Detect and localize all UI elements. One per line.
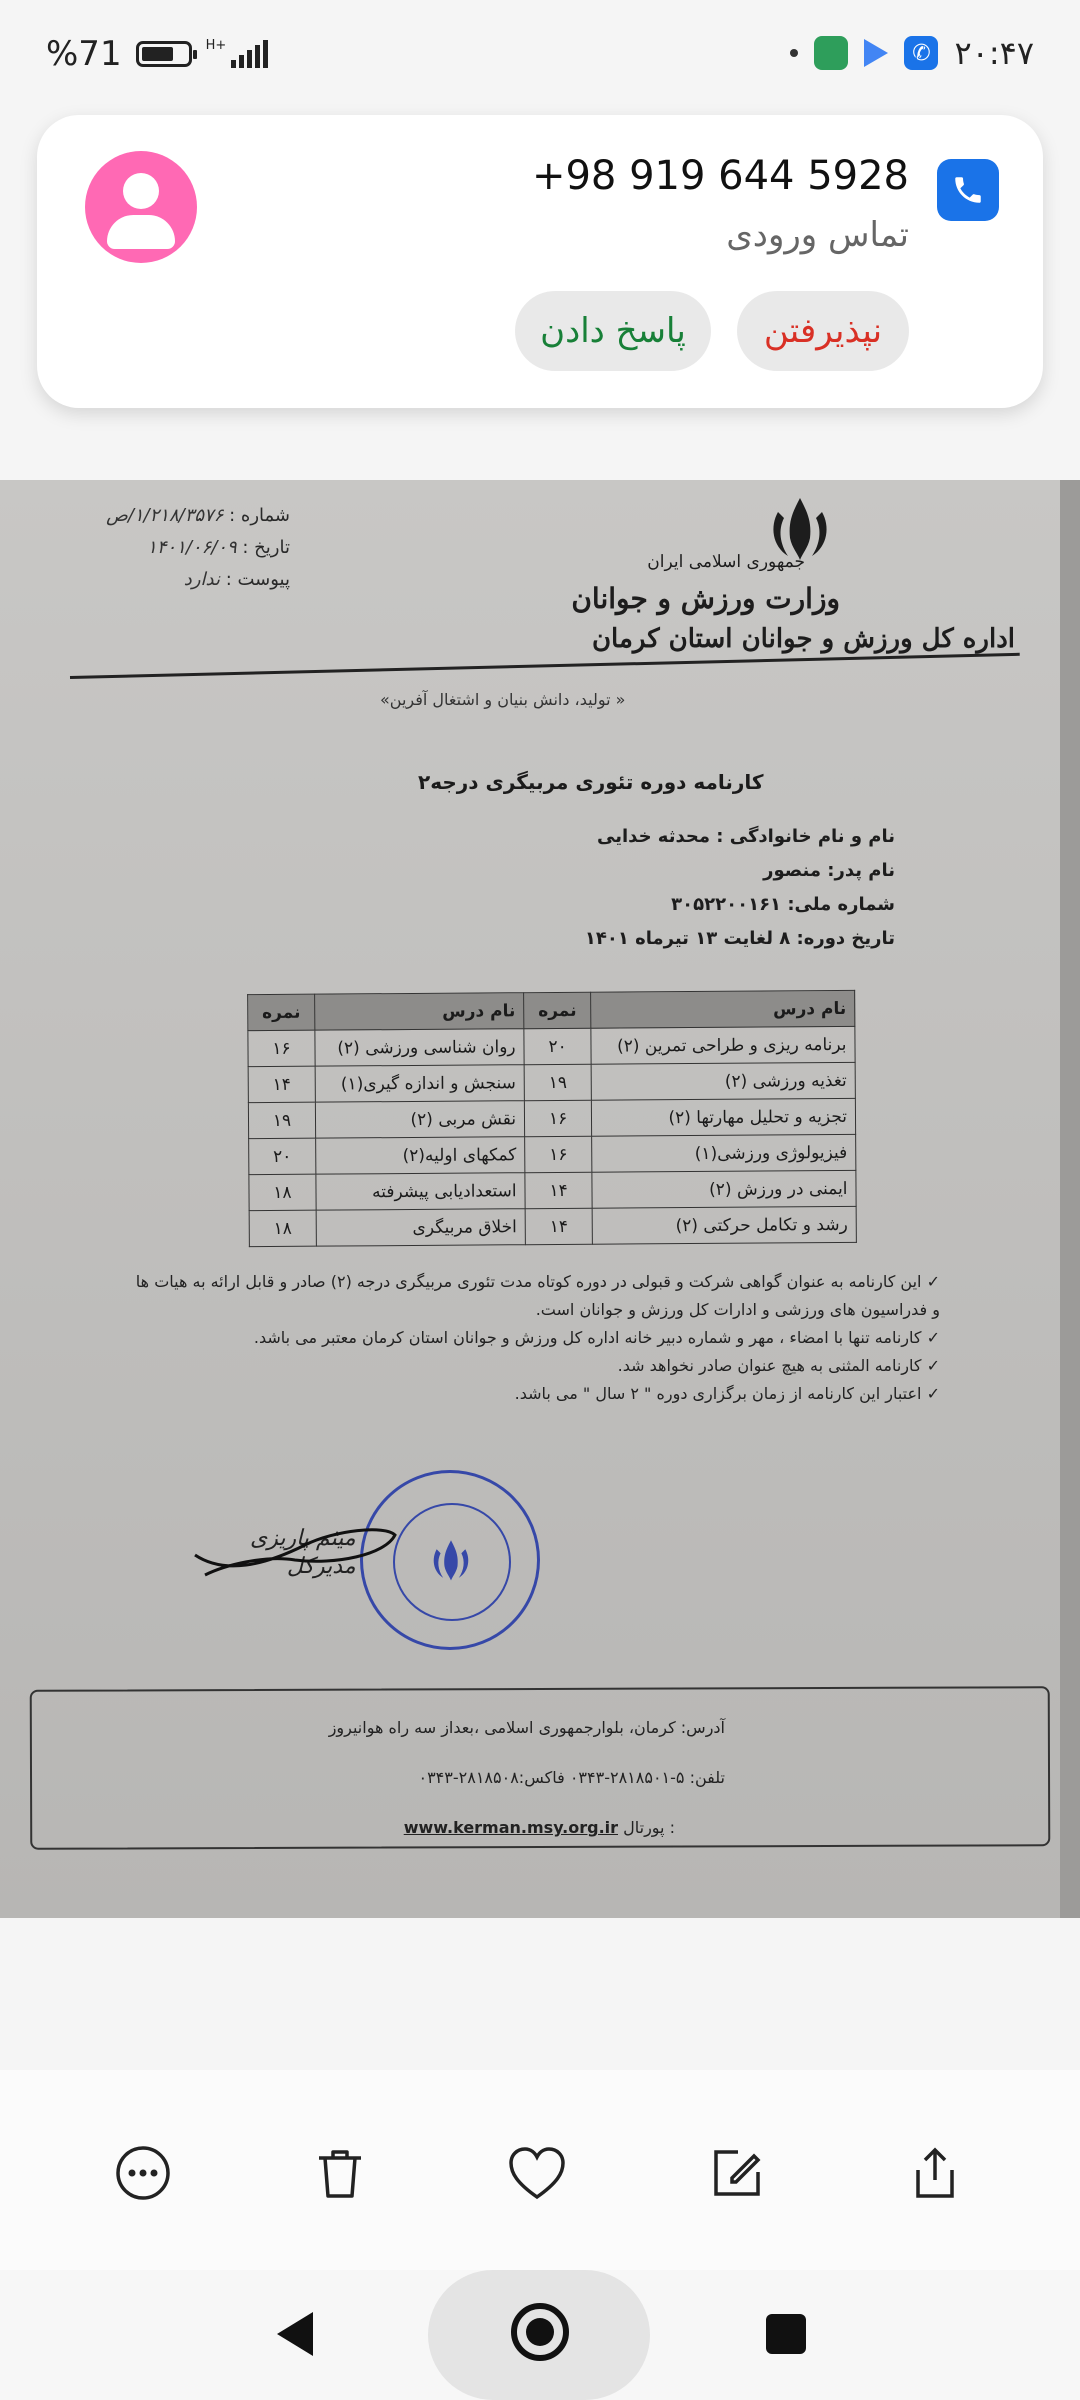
col-header: نمره: [524, 992, 591, 1028]
note-item: ✓ اعتبار این کارنامه از زمان برگزاری دوره " ۲ سال " می باشد.: [130, 1380, 940, 1408]
course-grade: ۱۹: [524, 1064, 591, 1100]
signatory-title: مدیرکل: [286, 1554, 356, 1579]
grades-table: [247, 990, 857, 1247]
republic-label: جمهوری اسلامی ایران: [647, 552, 805, 572]
signature-scribble: [185, 1505, 405, 1585]
course-name: رشد و تکامل حرکتی (۲): [592, 1206, 856, 1244]
col-header: نام درس: [315, 993, 524, 1030]
document-title: کارنامه دوره تئوری مربیگری درجه۲: [418, 770, 764, 794]
attachment-value: ندارد: [183, 569, 220, 590]
phone-call-icon: ✆: [904, 36, 938, 70]
signatory-name: میثم پاریزی: [250, 1526, 356, 1551]
note-item: ✓ این کارنامه به عنوان گواهی شرکت و قبولی در دوره کوتاه مدت تئوری مربیگری درجه (۲) صادر و قابل ارائه به هیات ها و فدراسیون های ورزشی و ادارات کل ورزش و جوانان است.: [130, 1268, 940, 1324]
delete-icon[interactable]: [305, 2138, 375, 2208]
course-grade: ۱۹: [248, 1102, 315, 1138]
portal-url: www.kerman.msy.org.ir: [403, 1818, 619, 1837]
system-navbar: [0, 2270, 1080, 2400]
course-name: فیزیولوژی ورزشی(۱): [592, 1134, 856, 1172]
national-id-line: شماره ملی: ۳۰۵۲۲۰۰۱۶۱: [671, 894, 895, 915]
number-value: ۱/۲۱۸/۳۵۷۶/ص: [106, 505, 224, 526]
note-item: ✓ کارنامه تنها با امضاء ، مهر و شماره دبیر خانه اداره کل ورزش و جوانان استان کرمان معتبر می باشد.: [130, 1324, 940, 1352]
document-photo[interactable]: [0, 480, 1080, 1918]
phone-icon: [937, 159, 999, 221]
table-row: [248, 1098, 855, 1138]
note-item: ✓ کارنامه المثنی به هیچ عنوان صادر نخواهد شد.: [130, 1352, 940, 1380]
answer-button[interactable]: پاسخ دادن: [515, 291, 711, 371]
course-grade: ۱۸: [249, 1174, 316, 1210]
course-name: تغذیه ورزشی (۲): [591, 1062, 855, 1100]
reject-button[interactable]: نپذیرفتن: [737, 291, 909, 371]
course-grade: ۲۰: [524, 1028, 591, 1064]
home-icon[interactable]: [508, 2300, 572, 2364]
course-name: کمکهای اولیه(۲): [316, 1137, 525, 1174]
status-bar: [0, 0, 1080, 110]
col-header: نمره: [248, 994, 315, 1030]
incoming-call-notification[interactable]: [37, 115, 1043, 408]
course-name: تجزیه و تحلیل مهارتها (۲): [591, 1098, 855, 1136]
ministry-title: وزارت ورزش و جوانان: [571, 582, 840, 615]
play-store-icon: [864, 39, 888, 67]
course-grade: ۱۶: [525, 1136, 592, 1172]
clock: ۲۰:۴۷: [954, 34, 1034, 72]
phone-fax: تلفن: ۵-۲۸۱۸۵۰۱-۰۳۴۳ فاکس:۲۸۱۸۵۰۸-۰۳۴۳: [418, 1768, 725, 1787]
recents-icon[interactable]: [762, 2310, 810, 2358]
course-name: نقش مربی (۲): [315, 1101, 524, 1138]
course-grade: ۱۴: [248, 1066, 315, 1102]
course-grade: ۱۶: [524, 1100, 591, 1136]
attachment-label: پیوست :: [225, 569, 290, 590]
call-status: تماس ورودی: [726, 215, 909, 255]
battery-icon: [136, 41, 192, 67]
number-label: شماره :: [229, 505, 290, 526]
course-grade: ۱۴: [525, 1172, 592, 1208]
back-icon[interactable]: [270, 2306, 320, 2362]
caller-number: +98 919 644 5928: [531, 153, 909, 199]
app-notification-icon: [814, 36, 848, 70]
status-left: [46, 34, 268, 74]
avatar: [85, 151, 197, 263]
father-line: نام پدر: منصور: [763, 860, 895, 881]
name-line: نام و نام خانوادگی : محدثه خدایی: [597, 826, 895, 847]
portal-label: پورتال :: [623, 1818, 675, 1837]
date-value: ۱۴۰۱/۰۶/۰۹: [147, 537, 237, 558]
date-label: تاریخ :: [242, 537, 290, 558]
signal-icon: [206, 40, 269, 68]
course-name: برنامه ریزی و طراحی تمرین (۲): [591, 1026, 855, 1064]
certificate-notes: [130, 1268, 940, 1408]
table-row: [248, 1026, 855, 1066]
table-row: [249, 1206, 856, 1246]
share-icon[interactable]: [900, 2138, 970, 2208]
table-row: [249, 1134, 856, 1174]
course-name: سنجش و اندازه گیری(۱): [315, 1065, 524, 1102]
status-right: [790, 34, 1034, 72]
more-icon[interactable]: [108, 2138, 178, 2208]
letter-meta: [70, 500, 290, 596]
photo-toolbar: [0, 2070, 1080, 2300]
course-name: ایمنی در ورزش (۲): [592, 1170, 856, 1208]
table-row: [249, 1170, 856, 1210]
portal: [404, 1818, 675, 1837]
battery-percent: %71: [46, 34, 122, 74]
viewer-footer-space: [0, 1918, 1080, 2070]
course-grade: ۱۴: [525, 1208, 592, 1244]
stamp-emblem-icon: [425, 1535, 477, 1587]
course-grade: ۱۶: [248, 1030, 315, 1066]
slogan: « تولید، دانش بنیان و اشتغال آفرین»: [380, 690, 626, 709]
course-name: اخلاق مربیگری: [316, 1209, 525, 1246]
favorite-icon[interactable]: [502, 2138, 572, 2208]
course-grade: ۲۰: [249, 1138, 316, 1174]
table-row: [248, 1062, 855, 1102]
course-name: روان شناسی ورزشی (۲): [315, 1029, 524, 1066]
course-date-line: تاریخ دوره: ۸ لغایت ۱۳ تیرماه ۱۴۰۱: [584, 928, 895, 949]
dot-icon: [790, 49, 798, 57]
office-title: اداره کل ورزش و جوانان استان کرمان: [591, 624, 1015, 654]
network-type: H+: [205, 38, 227, 53]
course-grade: ۱۸: [249, 1210, 316, 1246]
course-name: استعدادیابی پیشرفته: [316, 1173, 525, 1210]
col-header: نام درس: [591, 990, 855, 1028]
edit-icon[interactable]: [702, 2138, 772, 2208]
address: آدرس: کرمان، بلوارجمهوری اسلامی ،بعداز سه راه هوانیروز: [328, 1718, 725, 1737]
student-info: [585, 820, 895, 956]
table-header-row: [248, 990, 855, 1030]
